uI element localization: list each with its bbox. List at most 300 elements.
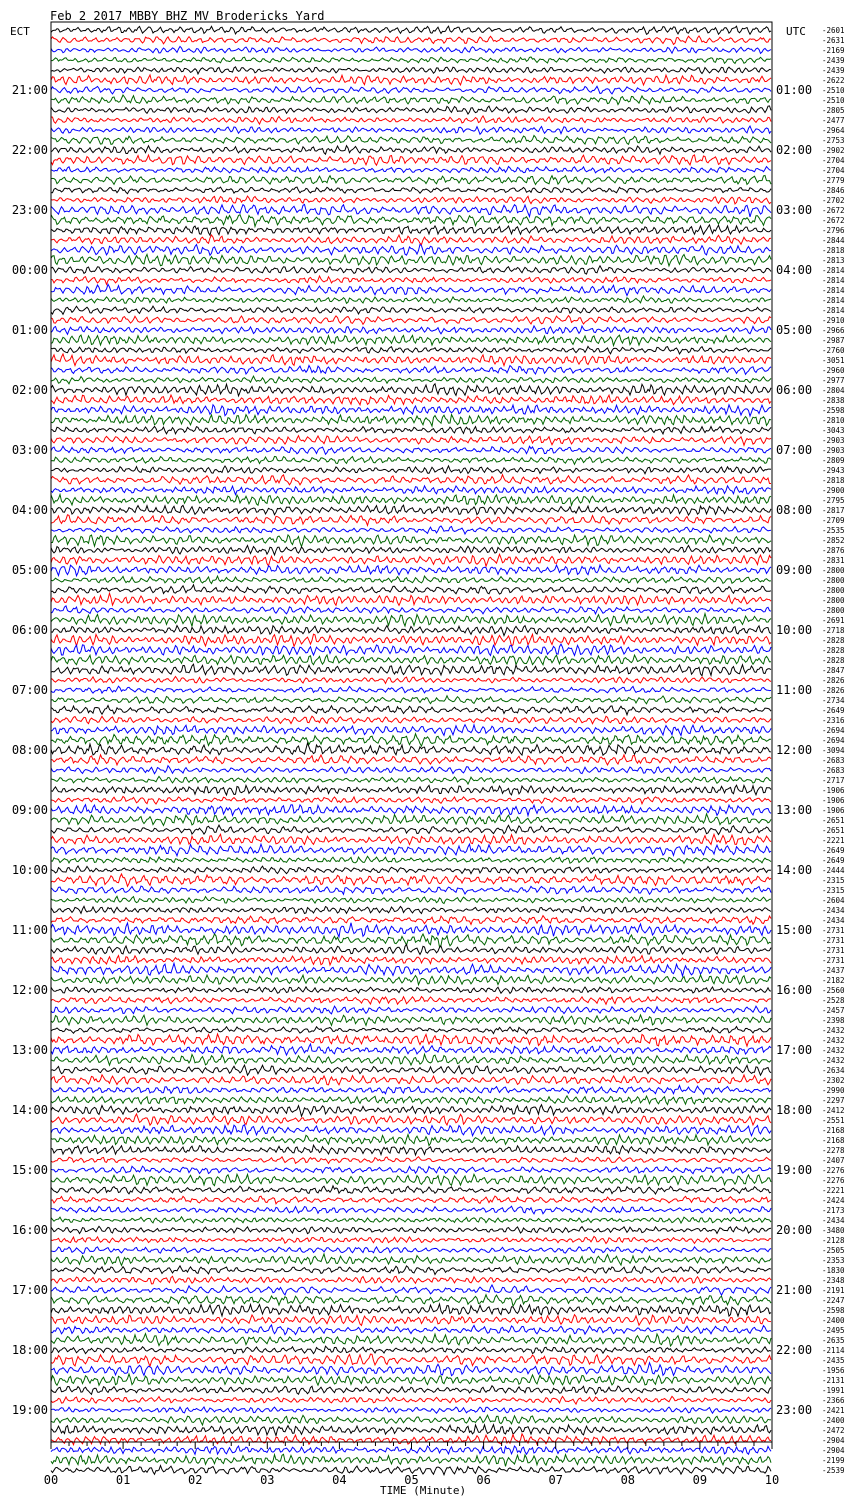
hour-label-right: 22:00: [776, 1343, 813, 1357]
right-hour-labels: [776, 83, 812, 1417]
hour-label-left: 13:00: [11, 1043, 48, 1057]
trace-offset-label: -2694: [822, 726, 845, 735]
seismic-trace: [51, 634, 771, 646]
seismic-trace: [51, 495, 771, 506]
hour-label-right: 10:00: [776, 623, 813, 637]
seismic-trace: [51, 475, 771, 485]
x-axis-label: TIME (Minute): [380, 1484, 467, 1497]
hour-label-right: 12:00: [776, 743, 813, 757]
hour-label-left: 05:00: [11, 563, 48, 577]
trace-offset-label: -2432: [822, 1026, 845, 1035]
seismic-trace: [51, 1276, 771, 1284]
seismic-trace: [51, 963, 771, 976]
hour-label-left: 00:00: [11, 263, 48, 277]
trace-offset-label: -2315: [822, 886, 845, 895]
seismic-trace: [51, 766, 771, 774]
seismic-trace: [51, 126, 771, 134]
trace-offset-label: -2297: [822, 1096, 845, 1105]
trace-offset-label: -2844: [822, 236, 845, 245]
seismic-trace: [51, 335, 771, 345]
hour-label-right: 21:00: [776, 1283, 813, 1297]
trace-offset-label: -1830: [822, 1266, 845, 1275]
seismic-trace: [51, 57, 771, 63]
trace-offset-label: -2316: [822, 716, 845, 725]
hour-label-right: 07:00: [776, 443, 813, 457]
seismic-trace: [51, 1454, 771, 1466]
seismic-trace: [51, 316, 771, 325]
hour-label-right: 04:00: [776, 263, 813, 277]
seismic-trace: [51, 1086, 771, 1095]
hour-label-left: 15:00: [11, 1163, 48, 1177]
hour-label-right: 03:00: [776, 203, 813, 217]
trace-offset-label: -2276: [822, 1166, 845, 1175]
seismic-trace: [51, 46, 771, 53]
trace-offset-label: -2191: [822, 1286, 845, 1295]
seismic-trace: [51, 1315, 771, 1326]
seismic-trace: [51, 384, 771, 396]
hour-label-left: 19:00: [11, 1403, 48, 1417]
seismic-trace: [51, 1334, 771, 1346]
seismic-trace: [51, 606, 771, 614]
seismic-trace: [51, 1065, 771, 1075]
trace-offset-label: -2528: [822, 996, 845, 1005]
seismic-trace: [51, 296, 771, 303]
hour-label-right: 09:00: [776, 563, 813, 577]
seismic-trace: [51, 834, 771, 845]
trace-offset-label: -2960: [822, 366, 845, 375]
seismic-trace: [51, 664, 771, 676]
trace-offset-label: -2814: [822, 296, 845, 305]
seismic-trace: [51, 1166, 771, 1173]
trace-offset-label: -2477: [822, 116, 845, 125]
hour-label-left: 06:00: [11, 623, 48, 637]
trace-offset-label: -2168: [822, 1136, 845, 1145]
seismic-trace: [51, 1027, 771, 1034]
trace-offset-label: -2683: [822, 766, 845, 775]
seismic-trace: [51, 614, 771, 627]
trace-offset-label: -2718: [822, 626, 845, 635]
trace-offset-label: -2904: [822, 1446, 845, 1455]
hour-label-left: 10:00: [11, 863, 48, 877]
trace-offset-label: -3051: [822, 356, 845, 365]
x-axis-ticks: [44, 1442, 779, 1487]
trace-offset-label: -2804: [822, 386, 845, 395]
seismic-trace: [51, 1285, 771, 1295]
seismic-trace: [51, 86, 771, 94]
hour-label-right: 14:00: [776, 863, 813, 877]
seismic-trace: [51, 725, 771, 736]
x-tick-label: 01: [115, 1473, 131, 1487]
trace-offset-label: -2876: [822, 546, 845, 555]
seismic-trace: [51, 1186, 771, 1194]
hour-label-right: 06:00: [776, 383, 813, 397]
hour-label-right: 23:00: [776, 1403, 813, 1417]
trace-offset-label: -2731: [822, 946, 845, 955]
seismic-trace: [51, 515, 771, 526]
seismic-trace: [51, 1135, 771, 1146]
seismic-trace: [51, 916, 771, 925]
seismic-trace: [51, 546, 771, 555]
x-tick-label: 06: [476, 1473, 491, 1487]
hour-label-right: 20:00: [776, 1223, 813, 1237]
seismic-trace: [51, 26, 771, 34]
seismic-trace: [51, 67, 771, 74]
trace-offset-label: -2694: [822, 736, 845, 745]
seismic-trace: [51, 1174, 771, 1185]
trace-offset-label: -2472: [822, 1426, 845, 1435]
seismic-trace: [51, 886, 771, 894]
trace-offset-label: -2649: [822, 856, 845, 865]
seismic-trace: [51, 526, 771, 534]
trace-offset-label: -1906: [822, 796, 845, 805]
left-timezone-label: ECT: [10, 25, 30, 38]
seismic-trace: [51, 1354, 771, 1366]
trace-offset-label: -2649: [822, 706, 845, 715]
trace-offset-label: -2634: [822, 1066, 845, 1075]
trace-offset-label: -2435: [822, 1356, 845, 1365]
trace-offset-label: -2828: [822, 636, 845, 645]
seismic-trace: [51, 95, 771, 105]
hour-label-left: 14:00: [11, 1103, 48, 1117]
hour-label-right: 01:00: [776, 83, 813, 97]
seismic-trace: [51, 1206, 771, 1214]
seismic-trace: [51, 844, 771, 856]
trace-offset-label: -2847: [822, 666, 845, 675]
trace-offset-label: -2649: [822, 846, 845, 855]
seismic-trace: [51, 167, 771, 173]
trace-offset-label: -2800: [822, 576, 845, 585]
trace-offset-label: -2432: [822, 1056, 845, 1065]
trace-offset-label: -2366: [822, 1396, 845, 1405]
hour-label-left: 03:00: [11, 443, 48, 457]
hour-label-left: 08:00: [11, 743, 48, 757]
seismic-trace: [51, 395, 771, 405]
trace-offset-label: -1906: [822, 806, 845, 815]
trace-offset-label: -2814: [822, 276, 845, 285]
trace-offset-label: -2964: [822, 126, 845, 135]
hour-label-left: 01:00: [11, 323, 48, 337]
trace-offset-label: -2539: [822, 1466, 845, 1475]
seismic-trace: [51, 644, 771, 655]
seismic-trace: [51, 696, 771, 704]
trace-offset-label: -2495: [822, 1326, 845, 1335]
trace-offset-label: -2734: [822, 696, 845, 705]
trace-offset-label: -2977: [822, 376, 845, 385]
trace-offset-label: -2900: [822, 486, 845, 495]
trace-offset-label: -2432: [822, 1046, 845, 1055]
seismic-trace: [51, 1325, 771, 1335]
trace-offset-label: -2903: [822, 436, 845, 445]
trace-offset-labels: [822, 26, 845, 1475]
seismic-trace: [51, 796, 771, 804]
hour-label-left: 16:00: [11, 1223, 48, 1237]
trace-offset-label: -2601: [822, 26, 845, 35]
trace-offset-label: -2276: [822, 1176, 845, 1185]
trace-offset-label: -2651: [822, 816, 845, 825]
trace-offset-label: -2987: [822, 336, 845, 345]
seismic-trace: [51, 466, 771, 474]
trace-offset-label: -2779: [822, 176, 845, 185]
trace-offset-label: -2412: [822, 1106, 845, 1115]
trace-offset-label: -1991: [822, 1386, 845, 1395]
seismic-traces: [51, 26, 771, 1475]
trace-offset-label: -2315: [822, 876, 845, 885]
trace-offset-label: -2702: [822, 196, 845, 205]
seismic-trace: [51, 1226, 771, 1233]
trace-offset-label: -2631: [822, 36, 845, 45]
seismic-trace: [51, 254, 771, 266]
seismic-trace: [51, 136, 771, 145]
seismic-trace: [51, 576, 771, 583]
trace-offset-label: -2199: [822, 1456, 845, 1465]
seismic-trace: [51, 1096, 771, 1105]
trace-offset-label: -2457: [822, 1006, 845, 1015]
trace-offset-label: -2114: [822, 1346, 845, 1355]
x-tick-label: 07: [548, 1473, 563, 1487]
seismic-trace: [51, 1425, 771, 1436]
trace-offset-label: -1956: [822, 1366, 845, 1375]
trace-offset-label: -2813: [822, 256, 845, 265]
trace-offset-label: -2437: [822, 966, 845, 975]
left-hour-labels: [12, 83, 48, 1417]
seismic-trace: [51, 436, 771, 446]
trace-offset-label: -2828: [822, 646, 845, 655]
seismic-trace: [51, 176, 771, 185]
trace-offset-label: -2424: [822, 1196, 845, 1205]
seismic-trace: [51, 1157, 771, 1164]
seismic-trace: [51, 1407, 771, 1413]
seismic-trace: [51, 987, 771, 994]
trace-offset-label: -2348: [822, 1276, 845, 1285]
trace-offset-label: -2672: [822, 216, 845, 225]
seismic-trace: [51, 706, 771, 715]
seismic-trace: [51, 354, 771, 366]
seismic-trace: [51, 934, 771, 947]
trace-offset-label: -2168: [822, 1126, 845, 1135]
trace-offset-label: -2128: [822, 1236, 845, 1245]
seismic-trace: [51, 244, 771, 255]
trace-offset-label: -2814: [822, 286, 845, 295]
trace-offset-label: -2535: [822, 526, 845, 535]
trace-offset-label: -2818: [822, 476, 845, 485]
trace-offset-label: -2407: [822, 1156, 845, 1165]
seismic-trace: [51, 187, 771, 194]
seismic-trace: [51, 1196, 771, 1204]
trace-offset-label: -2760: [822, 346, 845, 355]
seismic-trace: [51, 866, 771, 874]
seismic-trace: [51, 565, 771, 576]
seismic-trace: [51, 1295, 771, 1306]
seismic-trace: [51, 626, 771, 636]
seismic-trace: [51, 805, 771, 816]
seismic-trace: [51, 1034, 771, 1046]
seismic-trace: [51, 284, 771, 295]
seismic-trace: [51, 1363, 771, 1376]
hour-label-left: 17:00: [11, 1283, 48, 1297]
hour-label-left: 07:00: [11, 683, 48, 697]
seismic-trace: [51, 1125, 771, 1136]
trace-offset-label: -2846: [822, 186, 845, 195]
seismic-trace: [51, 776, 771, 784]
seismic-trace: [51, 446, 771, 454]
x-tick-label: 02: [187, 1473, 203, 1487]
trace-offset-label: -2805: [822, 106, 845, 115]
seismic-trace: [51, 535, 771, 547]
trace-offset-label: -2709: [822, 516, 845, 525]
trace-offset-label: -2717: [822, 776, 845, 785]
hour-label-right: 11:00: [776, 683, 813, 697]
seismic-trace: [51, 686, 771, 693]
seismic-trace: [51, 1346, 771, 1353]
trace-offset-label: -2814: [822, 306, 845, 315]
hour-label-right: 05:00: [776, 323, 813, 337]
trace-offset-label: -3043: [822, 426, 845, 435]
hour-label-left: 22:00: [11, 143, 48, 157]
trace-offset-label: -2800: [822, 566, 845, 575]
trace-offset-label: -2731: [822, 936, 845, 945]
trace-offset-label: -2704: [822, 156, 845, 165]
trace-offset-label: -2672: [822, 206, 845, 215]
seismic-trace: [51, 426, 771, 434]
seismic-trace: [51, 906, 771, 913]
trace-offset-label: -2990: [822, 1086, 845, 1095]
trace-offset-label: -2838: [822, 396, 845, 405]
trace-offset-label: -2604: [822, 896, 845, 905]
seismic-trace: [51, 814, 771, 826]
trace-offset-label: -2691: [822, 616, 845, 625]
seismic-trace: [51, 235, 771, 245]
hour-label-left: 12:00: [11, 983, 48, 997]
hour-label-right: 13:00: [776, 803, 813, 817]
trace-offset-label: -2818: [822, 246, 845, 255]
seismic-trace: [51, 116, 771, 124]
x-tick-label: 05: [404, 1473, 419, 1487]
seismic-trace: [51, 945, 771, 955]
trace-offset-label: -2810: [822, 416, 845, 425]
trace-offset-label: -2831: [822, 556, 845, 565]
trace-offset-label: -2651: [822, 826, 845, 835]
seismic-trace: [51, 456, 771, 464]
trace-offset-label: -2904: [822, 1436, 845, 1445]
seismic-trace: [51, 755, 771, 765]
seismic-trace: [51, 1006, 771, 1014]
seismic-trace: [51, 1304, 771, 1316]
trace-offset-label: -2828: [822, 656, 845, 665]
trace-offset-label: -2421: [822, 1406, 845, 1415]
trace-offset-label: -2221: [822, 1186, 845, 1195]
x-tick-label: 00: [43, 1473, 59, 1487]
trace-offset-label: -2551: [822, 1116, 845, 1125]
seismic-trace: [51, 1145, 771, 1155]
trace-offset-label: -2432: [822, 1036, 845, 1045]
x-tick-label: 09: [692, 1473, 708, 1487]
hour-label-left: 02:00: [11, 383, 48, 397]
seismic-trace: [51, 896, 771, 903]
seismic-trace: [51, 585, 771, 594]
seismic-trace: [51, 874, 771, 886]
seismic-trace: [51, 486, 771, 495]
trace-offset-label: -2434: [822, 906, 845, 915]
seismic-trace: [51, 155, 771, 165]
trace-offset-label: -2966: [822, 326, 845, 335]
seismic-trace: [51, 1044, 771, 1055]
trace-offset-label: -2817: [822, 506, 845, 515]
trace-offset-label: -2398: [822, 1016, 845, 1025]
seismic-trace: [51, 856, 771, 863]
seismic-trace: [51, 405, 771, 416]
right-timezone-label: UTC: [786, 25, 806, 38]
x-tick-label: 08: [620, 1473, 636, 1487]
trace-offset-label: -2796: [822, 226, 845, 235]
seismic-trace: [51, 677, 771, 684]
seismic-trace: [51, 716, 771, 724]
hour-label-left: 09:00: [11, 803, 48, 817]
trace-offset-label: -2683: [822, 756, 845, 765]
seismic-trace: [51, 225, 771, 235]
trace-offset-label: -2910: [822, 316, 845, 325]
seismic-trace: [51, 1114, 771, 1125]
trace-offset-label: -3480: [822, 1226, 845, 1235]
seismic-trace: [51, 266, 771, 274]
trace-offset-label: -2510: [822, 96, 845, 105]
trace-offset-label: -2173: [822, 1206, 845, 1215]
hour-label-left: 23:00: [11, 203, 48, 217]
trace-offset-label: -2247: [822, 1296, 845, 1305]
trace-offset-label: -2814: [822, 266, 845, 275]
trace-offset-label: -2560: [822, 986, 845, 995]
trace-offset-label: -2635: [822, 1336, 845, 1345]
trace-offset-label: -2903: [822, 446, 845, 455]
seismic-trace: [51, 146, 771, 155]
trace-offset-label: -2598: [822, 406, 845, 415]
trace-offset-label: -2826: [822, 676, 845, 685]
trace-offset-label: -2800: [822, 586, 845, 595]
seismic-trace: [51, 1236, 771, 1243]
trace-offset-label: -2221: [822, 836, 845, 845]
seismic-trace: [51, 1247, 771, 1254]
trace-offset-label: -2434: [822, 916, 845, 925]
seismic-trace: [51, 505, 771, 515]
trace-offset-label: -2131: [822, 1376, 845, 1385]
trace-offset-label: -2434: [822, 1216, 845, 1225]
seismic-trace: [51, 825, 771, 834]
seismic-trace: [51, 215, 771, 227]
seismic-trace: [51, 1266, 771, 1275]
seismic-trace: [51, 1054, 771, 1065]
x-tick-label: 03: [260, 1473, 275, 1487]
seismic-trace: [51, 997, 771, 1005]
trace-offset-label: -2826: [822, 686, 845, 695]
trace-offset-label: -2731: [822, 926, 845, 935]
trace-offset-label: -2302: [822, 1076, 845, 1085]
hour-label-left: 21:00: [11, 83, 48, 97]
seismic-trace: [51, 975, 771, 985]
hour-label-left: 11:00: [11, 923, 48, 937]
seismic-trace: [51, 276, 771, 284]
seismic-trace: [51, 36, 771, 44]
trace-offset-label: -2753: [822, 136, 845, 145]
seismic-trace: [51, 1415, 771, 1425]
seismic-trace: [51, 1075, 771, 1085]
seismic-trace: [51, 923, 771, 937]
seismic-trace: [51, 75, 771, 85]
trace-offset-label: -2795: [822, 496, 845, 505]
seismic-trace: [51, 593, 771, 605]
seismic-trace: [51, 1015, 771, 1026]
seismic-trace: [51, 346, 771, 354]
trace-offset-label: -2598: [822, 1306, 845, 1315]
trace-offset-label: -2510: [822, 86, 845, 95]
